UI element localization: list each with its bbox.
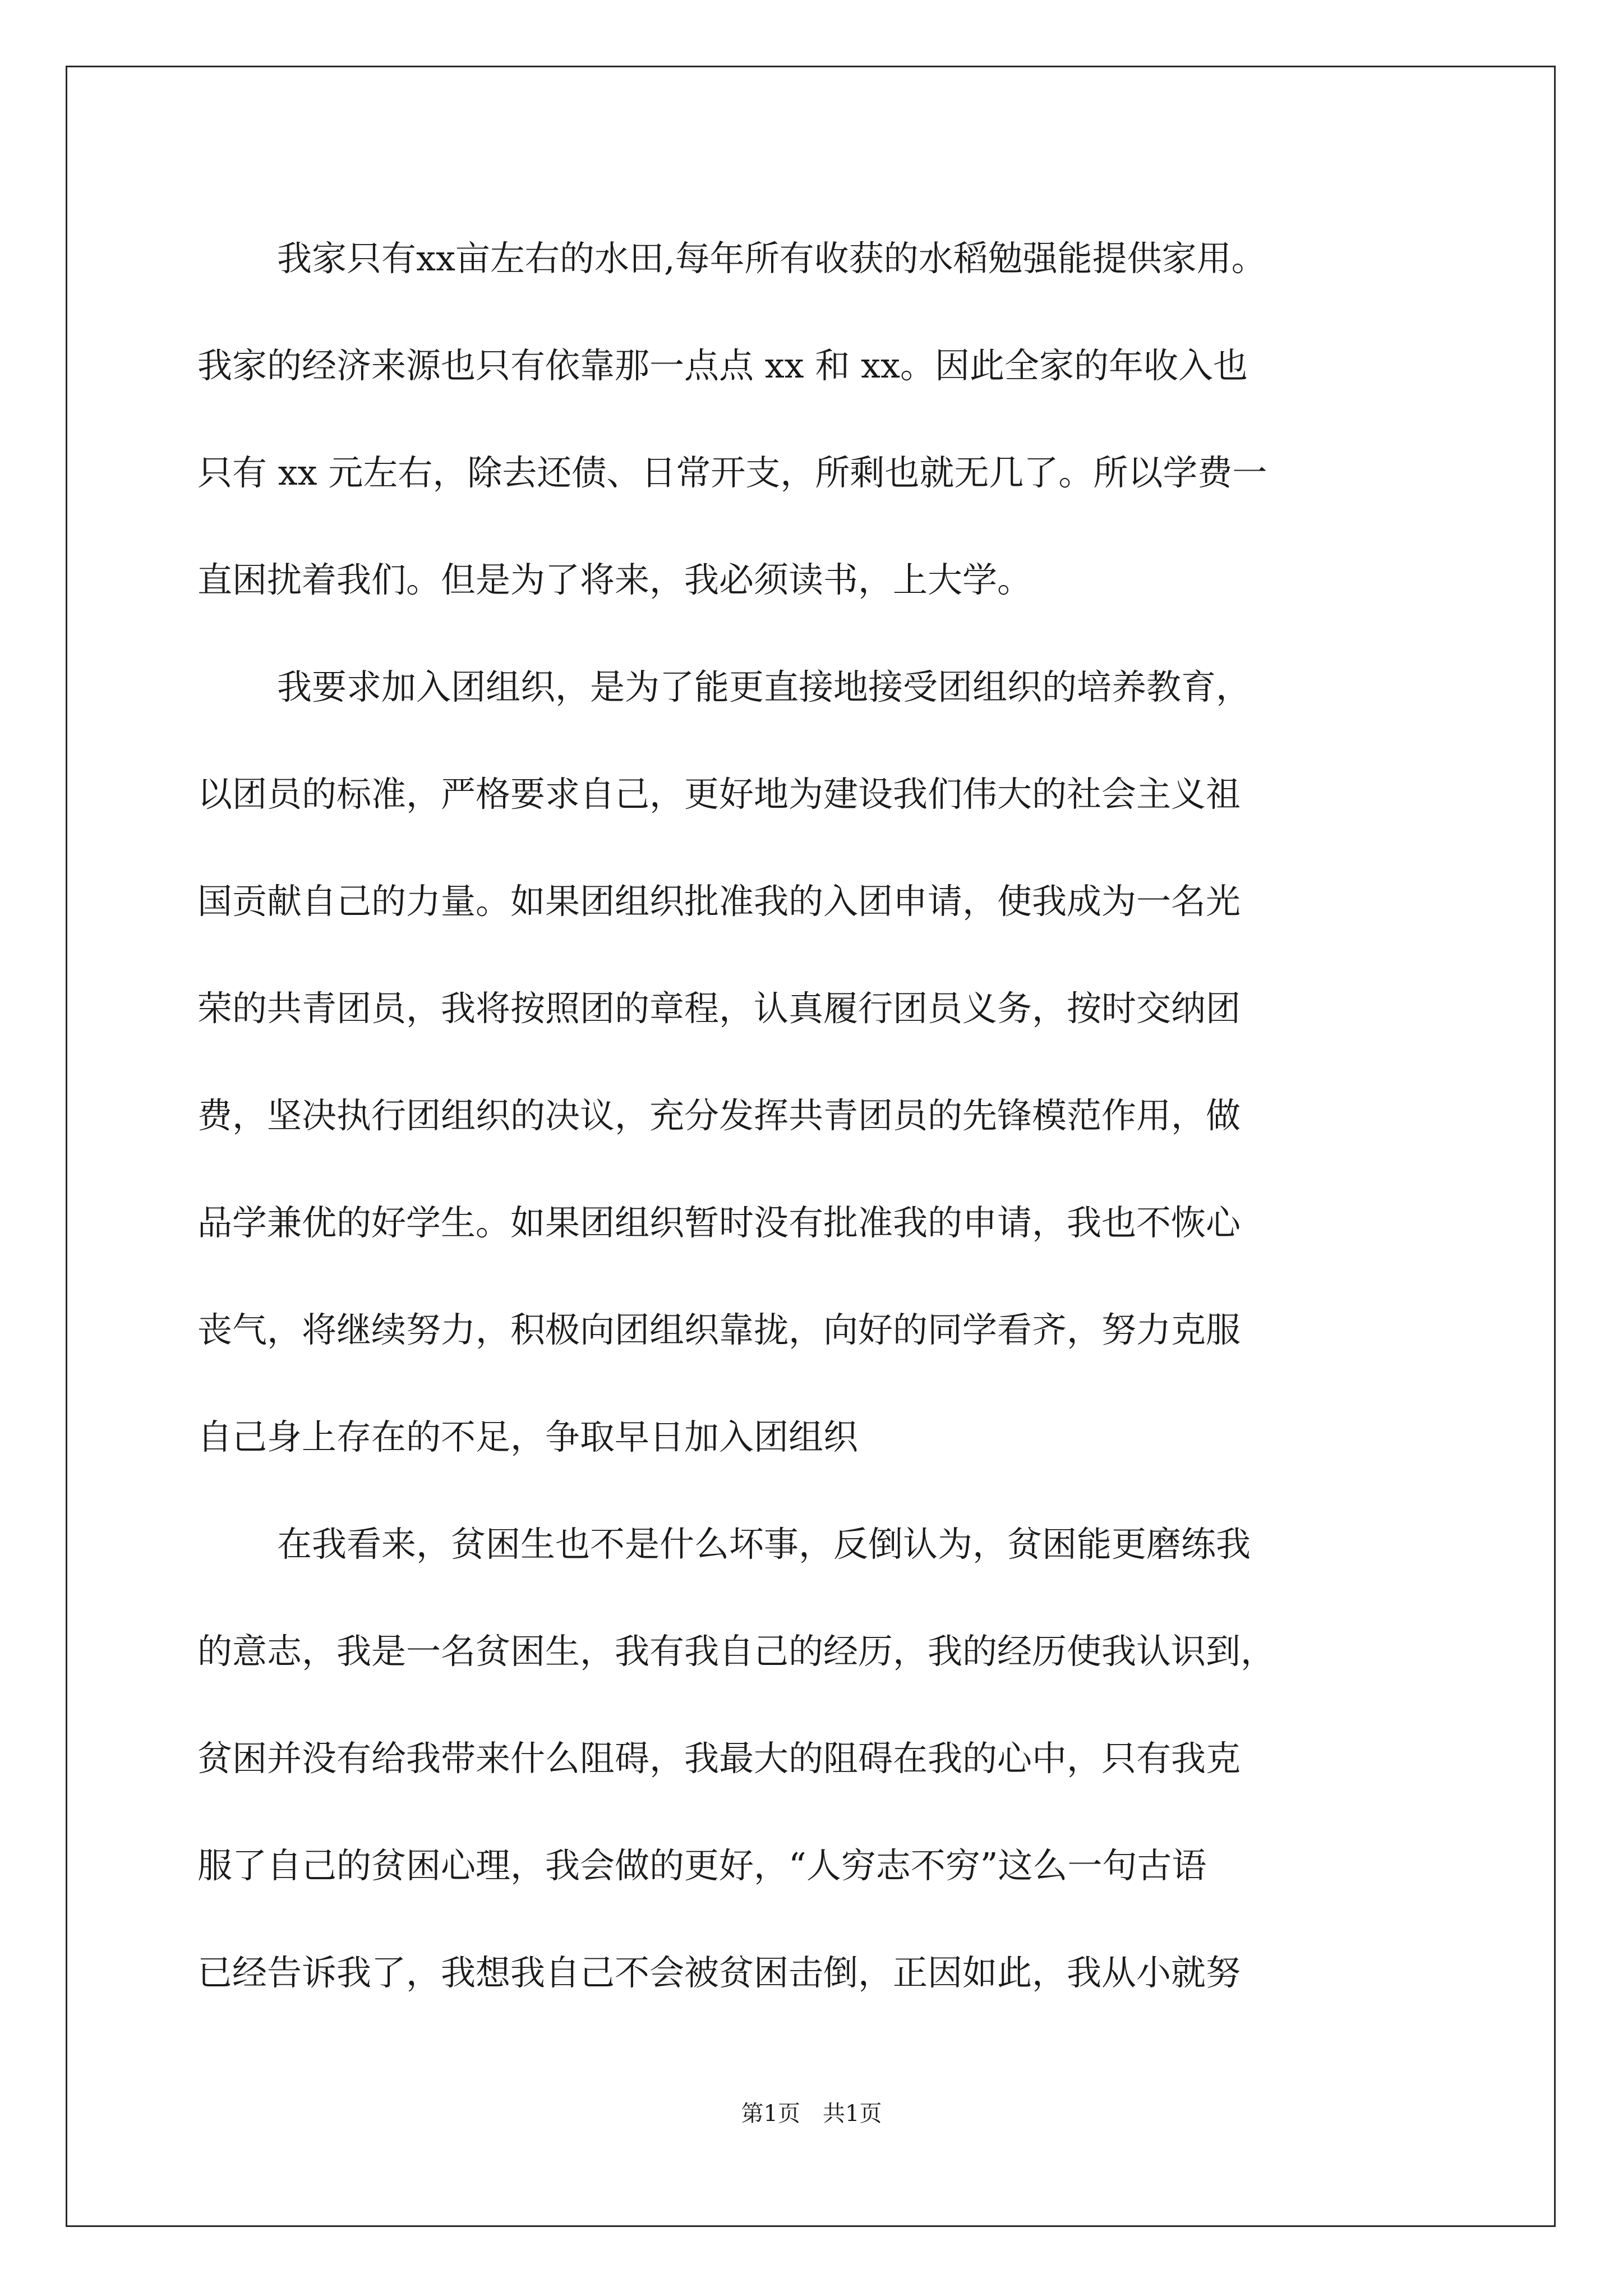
paragraph-line: 服了自己的贫困心理，我会做的更好，“人穷志不穷”这么一句古语 — [197, 1845, 1207, 1886]
page-footer — [0, 2097, 1623, 2131]
paragraph-line: 品学兼优的好学生。如果团组织暂时没有批准我的申请，我也不恢心 — [197, 1202, 1241, 1243]
document-body — [197, 205, 1442, 2026]
paragraph-line: 的意志，我是一名贫困生，我有我自己的经历，我的经历使我认识到， — [197, 1631, 1276, 1672]
paragraph-line: 只有 xx 元左右，除去还债、日常开支，所剩也就无几了。所以学费一 — [197, 452, 1267, 493]
paragraph-line: 国贡献自己的力量。如果团组织批准我的入团申请，使我成为一名光 — [197, 881, 1241, 922]
paragraph-line: 荣的共青团员，我将按照团的章程，认真履行团员义务，按时交纳团 — [197, 988, 1241, 1029]
page-number-total: 共1页 — [823, 2101, 882, 2127]
paragraph-line: 以团员的标准，严格要求自己，更好地为建设我们伟大的社会主义祖 — [197, 774, 1241, 815]
paragraph-line: 直困扰着我们。但是为了将来，我必须读书，上大学。 — [197, 559, 1032, 600]
paragraph-line: 已经告诉我了，我想我自己不会被贫困击倒，正因如此，我从小就努 — [197, 1952, 1241, 1993]
paragraph-line: 我家的经济来源也只有依靠那一点点 xx 和 xx。因此全家的年收入也 — [197, 345, 1248, 386]
paragraph-line: 贫困并没有给我带来什么阻碍，我最大的阻碍在我的心中，只有我克 — [197, 1738, 1241, 1779]
paragraph-line: 在我看来，贫困生也不是什么坏事，反倒认为，贫困能更磨练我 — [277, 1524, 1251, 1565]
paragraph-line: 我家只有xx亩左右的水田,每年所有收获的水稻勉强能提供家用。 — [277, 238, 1266, 279]
paragraph-line: 我要求加入团组织，是为了能更直接地接受团组织的培养教育， — [277, 666, 1251, 707]
page-number-current: 第1页 — [741, 2101, 800, 2127]
paragraph-line: 费，坚决执行团组织的决议，充分发挥共青团员的先锋模范作用，做 — [197, 1095, 1241, 1136]
paragraph-line: 自己身上存在的不足，争取早日加入团组织 — [197, 1416, 859, 1457]
paragraph-line: 丧气，将继续努力，积极向团组织靠拢，向好的同学看齐，努力克服 — [197, 1309, 1241, 1350]
